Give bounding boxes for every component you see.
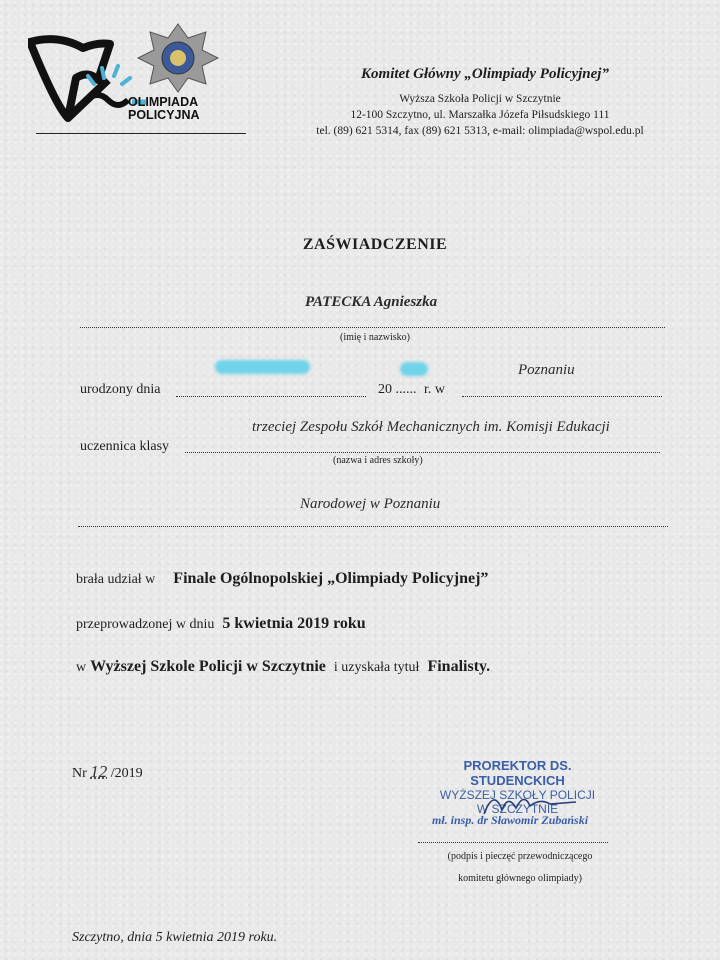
birth-place: Poznaniu [518,362,575,378]
school-dots [185,452,660,453]
committee-title: Komitet Główny „Olimpiady Policyjnej” [361,66,609,82]
signature-dots [418,842,608,843]
police-star-icon [138,24,218,92]
stamp-line-1: PROREKTOR DS. STUDENCKICH [463,758,572,788]
signature-caption-line-2: komitetu głównego olimpiady) [458,873,582,884]
participation-line-3 [76,658,490,676]
stamp-line-3: W SZCZYTNIE [476,802,559,816]
letterhead [270,66,690,139]
school-line-2: Narodowej w Poznaniu [300,496,441,512]
school-line-1: trzeciej Zespołu Szkół Mechanicznych im. Komisji Edukacji [252,419,610,435]
recipient-name: PATECKA Agnieszka [305,294,438,310]
school-caption: (nazwa i adres szkoły) [333,455,423,466]
school-label: uczennica klasy [80,439,170,454]
participation-line-1 [76,570,488,588]
signature-caption-line-1: (podpis i pieczęć przewodniczącego [447,851,593,862]
name-caption: (imię i nazwisko) [340,332,410,343]
birth-label: urodzony dnia [80,382,161,397]
olympiad-logo [28,20,248,138]
address-line-1: Wyższa Szkoła Policji w Szczytnie [399,93,561,105]
certificate-number [72,762,143,782]
birth-year-label: 20 ...... [378,382,417,397]
awarded-title: Finalisty. [427,658,491,675]
number-suffix: /2019 [110,766,143,781]
event-date: 5 kwietnia 2019 roku [222,615,366,632]
location-prefix: w [76,660,87,675]
birth-date-dots [176,396,366,397]
number-prefix: Nr [72,766,87,781]
participation-line-2 [76,615,366,633]
number-value: 12 [90,762,108,781]
redacted-year [400,362,428,376]
school-line-2-dots [78,526,668,527]
name-dotted-line [80,327,665,328]
birth-place-prefix: r. w [424,382,445,397]
stamp-line-2: WYŻSZEJ SZKOŁY POLICJI [439,788,596,802]
participation-prefix: brała udział w [76,572,156,587]
title-prefix: i uzyskała tytuł [333,660,420,675]
date-prefix: przeprowadzonej w dniu [76,617,215,632]
address-line-2: 12-100 Szczytno, ul. Marszałka Józefa Piłsudskiego 111 [350,109,610,121]
signature-caption [410,846,630,890]
logo-text-line1: OLIMPIADA [128,95,199,109]
logo-text-line2: POLICYJNA [128,108,200,122]
event-location: Wyższej Szkole Policji w Szczytnie [90,658,326,675]
event-name: Finale Ogólnopolskiej „Olimpiady Policyjnej” [173,570,489,587]
header-divider [36,133,246,134]
stamp-signer: mł. insp. dr Sławomir Zubański [432,813,589,827]
document-title: ZAŚWIADCZENIE [302,236,448,253]
place-and-date: Szczytno, dnia 5 kwietnia 2019 roku. [72,930,278,945]
birth-place-dots [462,396,662,397]
redacted-birthdate [215,360,310,374]
contact-line: tel. (89) 621 5314, fax (89) 621 5313, e-mail: olimpiada@wspol.edu.pl [316,125,644,137]
